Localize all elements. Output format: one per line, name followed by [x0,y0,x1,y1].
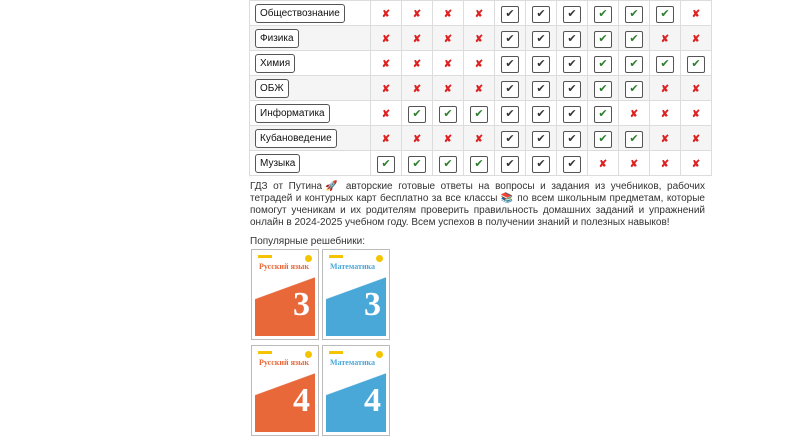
grade-cell [495,26,526,51]
grade-cell [619,151,650,176]
check-icon[interactable]: ✔ [594,6,612,23]
cross-icon: ✘ [691,109,701,120]
cross-icon: ✘ [412,59,422,70]
check-icon[interactable]: ✔ [687,56,705,73]
site-name-link[interactable]: ГДЗ от Путина [250,181,323,192]
check-icon[interactable]: ✔ [594,56,612,73]
grade-cell [557,101,588,126]
grade-cell [433,126,464,151]
check-icon[interactable]: ✔ [594,106,612,123]
grade-cell [371,101,402,126]
cross-icon: ✘ [691,34,701,45]
check-icon[interactable]: ✔ [594,31,612,48]
subject-row [250,126,712,151]
grade-cell [402,101,433,126]
check-icon[interactable]: ✔ [501,81,519,98]
cross-icon: ✘ [474,9,484,20]
grade-cell [495,51,526,76]
grade-cell [526,76,557,101]
cross-icon: ✘ [381,109,391,120]
grade-cell [495,101,526,126]
grade-cell [557,126,588,151]
cross-icon: ✘ [412,34,422,45]
cross-icon: ✘ [381,34,391,45]
grade-cell [650,1,681,26]
subjects-grade-table [249,0,712,176]
textbook-title: Русский язык [259,262,309,271]
grade-cell [464,126,495,151]
cross-icon: ✘ [660,34,670,45]
subject-cell [250,76,371,101]
cross-icon: ✘ [691,159,701,170]
check-icon[interactable]: ✔ [625,6,643,23]
cross-icon: ✘ [412,134,422,145]
check-icon[interactable]: ✔ [563,106,581,123]
cross-icon: ✘ [443,9,453,20]
cross-icon: ✘ [443,134,453,145]
grade-cell [433,1,464,26]
subject-cell [250,26,371,51]
subject-row [250,1,712,26]
subject-button[interactable]: Физика [255,29,299,48]
grade-cell [495,76,526,101]
check-icon[interactable]: ✔ [501,56,519,73]
cross-icon: ✘ [660,159,670,170]
subject-row [250,101,712,126]
cross-icon: ✘ [381,84,391,95]
grade-cell [650,126,681,151]
rocket-icon: 🚀 [322,181,341,192]
grade-cell [402,126,433,151]
grade-cell [619,101,650,126]
grade-cell [402,1,433,26]
cross-icon: ✘ [691,134,701,145]
cross-icon: ✘ [691,9,701,20]
cover-tag [258,255,272,258]
subject-row [250,151,712,176]
check-icon[interactable]: ✔ [501,31,519,48]
subject-button[interactable]: Химия [255,54,295,73]
grade-cell [619,51,650,76]
grade-cell [526,1,557,26]
check-icon[interactable]: ✔ [532,106,550,123]
subject-button[interactable]: Кубановедение [255,129,337,148]
grade-cell [588,126,619,151]
grade-cell [464,51,495,76]
check-icon[interactable]: ✔ [532,156,550,173]
cross-icon: ✘ [443,59,453,70]
check-icon[interactable]: ✔ [501,6,519,23]
cross-icon: ✘ [629,159,639,170]
check-icon[interactable]: ✔ [470,156,488,173]
grade-cell [371,26,402,51]
check-icon[interactable]: ✔ [563,131,581,148]
cross-icon: ✘ [660,84,670,95]
subject-button[interactable]: Информатика [255,104,330,123]
grade-cell [526,51,557,76]
grade-cell [681,1,712,26]
grade-cell [464,151,495,176]
description-text-2: по всем школьным предметам, которые помогут ученикам и их родителям проверить правильность домашних заданий и упражнений онлайн в 2024-2025 учебном году. Всем успехов в получении знаний и полезных навыков! [250,193,705,228]
cross-icon: ✘ [412,84,422,95]
textbook-card[interactable] [251,249,319,340]
grade-cell [650,151,681,176]
grade-cell [433,151,464,176]
check-icon[interactable]: ✔ [563,31,581,48]
grade-cell [619,126,650,151]
check-icon[interactable]: ✔ [377,156,395,173]
textbook-grade: 3 [293,286,310,323]
grade-cell [371,76,402,101]
check-icon[interactable]: ✔ [532,131,550,148]
check-icon[interactable]: ✔ [656,6,674,23]
cover-tag [329,351,343,354]
subject-cell [250,51,371,76]
books-icon: 📚 [500,193,514,204]
check-icon[interactable]: ✔ [563,156,581,173]
cross-icon: ✘ [598,159,608,170]
cross-icon: ✘ [443,84,453,95]
grade-cell [619,76,650,101]
grade-cell [681,51,712,76]
subject-button[interactable]: Обществознание [255,4,345,23]
grade-cell [464,76,495,101]
check-icon[interactable]: ✔ [470,106,488,123]
grade-cell [557,1,588,26]
check-icon[interactable]: ✔ [532,6,550,23]
subject-button[interactable]: ОБЖ [255,79,289,98]
check-icon[interactable]: ✔ [439,156,457,173]
cross-icon: ✘ [474,59,484,70]
textbook-title: Русский язык [259,358,309,367]
grade-cell [433,101,464,126]
grade-cell [402,151,433,176]
cover-tag [329,255,343,258]
textbook-title: Математика [330,262,376,271]
cross-icon: ✘ [381,9,391,20]
cross-icon: ✘ [443,34,453,45]
check-icon[interactable]: ✔ [594,131,612,148]
grade-cell [526,26,557,51]
subject-row [250,76,712,101]
check-icon[interactable]: ✔ [563,6,581,23]
textbook-grade: 4 [364,382,381,419]
grade-cell [681,151,712,176]
grade-cell [681,101,712,126]
grade-cell [557,76,588,101]
grade-cell [433,76,464,101]
grade-cell [526,126,557,151]
grade-cell [557,51,588,76]
check-icon[interactable]: ✔ [439,106,457,123]
check-icon[interactable]: ✔ [501,131,519,148]
cross-icon: ✘ [474,34,484,45]
cross-icon: ✘ [381,59,391,70]
grade-cell [588,1,619,26]
grade-cell [588,26,619,51]
check-icon[interactable]: ✔ [501,106,519,123]
grade-cell [371,1,402,26]
textbook-card[interactable] [251,345,319,436]
cross-icon: ✘ [660,109,670,120]
grade-cell [650,76,681,101]
textbook-cover [326,253,386,336]
cross-icon: ✘ [691,84,701,95]
grade-cell [371,126,402,151]
check-icon[interactable]: ✔ [625,81,643,98]
textbook-cover [326,349,386,432]
check-icon[interactable]: ✔ [625,31,643,48]
grade-cell [619,1,650,26]
grade-cell [495,151,526,176]
textbook-cover [255,253,315,336]
grade-cell [588,151,619,176]
check-icon[interactable]: ✔ [532,56,550,73]
subject-cell [250,126,371,151]
cross-icon: ✘ [660,134,670,145]
grade-cell [588,51,619,76]
popular-heading: Популярные решебники: [250,236,365,247]
grade-cell [402,51,433,76]
grade-cell [588,76,619,101]
check-icon[interactable]: ✔ [625,56,643,73]
grade-cell [650,51,681,76]
textbook-grade: 4 [293,382,310,419]
subject-button[interactable]: Музыка [255,154,300,173]
check-icon[interactable]: ✔ [501,156,519,173]
grade-cell [464,26,495,51]
grade-cell [681,26,712,51]
check-icon[interactable]: ✔ [532,31,550,48]
grade-cell [495,126,526,151]
cover-badge-icon [305,351,312,358]
cover-tag [258,351,272,354]
grade-cell [557,26,588,51]
textbook-title: Математика [330,358,376,367]
cross-icon: ✘ [474,84,484,95]
site-description [250,181,705,229]
textbook-cover [255,349,315,432]
grade-cell [526,101,557,126]
description-text-1: авторские готовые ответы на вопросы и задания из учебников, рабочих тетрадей и контурных карт бесплатно за все классы [250,181,705,204]
textbook-card[interactable] [322,345,390,436]
cross-icon: ✘ [412,9,422,20]
grade-cell [464,1,495,26]
grade-cell [681,76,712,101]
grade-cell [433,51,464,76]
grade-cell [619,26,650,51]
grade-cell [526,151,557,176]
grade-cell [681,126,712,151]
grade-cell [650,101,681,126]
subject-cell [250,151,371,176]
check-icon[interactable]: ✔ [563,56,581,73]
grade-cell [371,151,402,176]
grade-cell [402,76,433,101]
check-icon[interactable]: ✔ [408,106,426,123]
subject-row [250,51,712,76]
grade-cell [433,26,464,51]
grade-cell [464,101,495,126]
grade-cell [650,26,681,51]
cover-badge-icon [376,255,383,262]
check-icon[interactable]: ✔ [408,156,426,173]
check-icon[interactable]: ✔ [594,81,612,98]
grade-cell [557,151,588,176]
check-icon[interactable]: ✔ [563,81,581,98]
textbook-card[interactable] [322,249,390,340]
check-icon[interactable]: ✔ [625,131,643,148]
cross-icon: ✘ [381,134,391,145]
subject-row [250,26,712,51]
grade-cell [371,51,402,76]
cover-badge-icon [305,255,312,262]
grade-cell [402,26,433,51]
textbook-grade: 3 [364,286,381,323]
cross-icon: ✘ [629,109,639,120]
grade-cell [588,101,619,126]
check-icon[interactable]: ✔ [656,56,674,73]
cover-badge-icon [376,351,383,358]
cross-icon: ✘ [474,134,484,145]
subject-cell [250,101,371,126]
grade-cell [495,1,526,26]
check-icon[interactable]: ✔ [532,81,550,98]
subject-cell [250,1,371,26]
